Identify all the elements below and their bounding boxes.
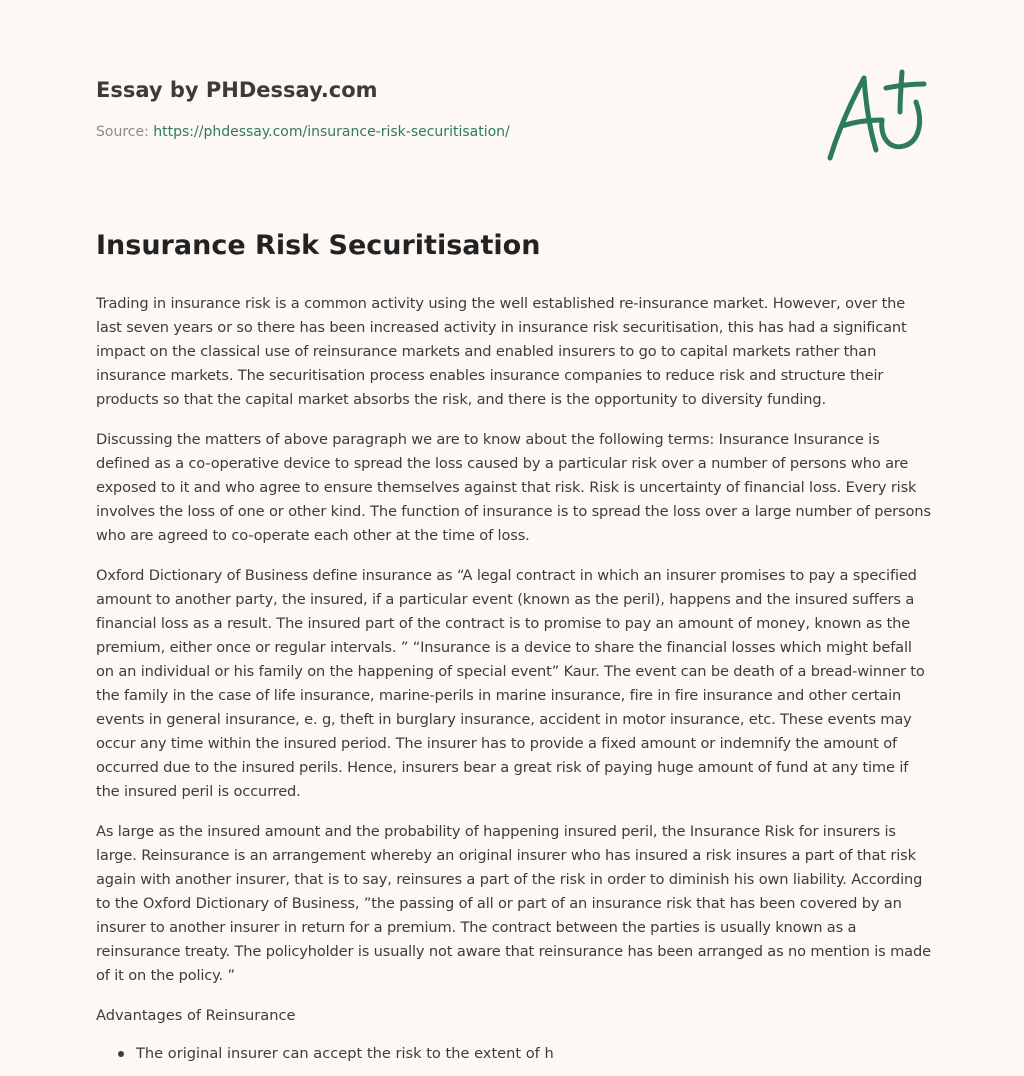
bullet-icon	[118, 1051, 124, 1057]
a-plus-grade-logo	[820, 66, 930, 166]
list-item	[118, 1042, 932, 1066]
essay-paragraph: As large as the insured amount and the probability of happening insured peril, the Insurance Risk for insurers is large. Reinsurance is an arrangement whereby an original insurer who has insured a risk insures a part of that risk again with another insurer, that is to say, reinsures a part of the risk in order to diminish his own liability. According to the Oxford Dictionary of Business, ”the passing of all or part of an insurance risk that has been covered by an insurer to another insurer in return for a premium. The contract between the parties is usually known as a reinsurance treaty. The policyholder is usually not aware that reinsurance has been arranged as no mention is made of it on the policy. ”	[96, 823, 931, 984]
source-link[interactable]: https://phdessay.com/insurance-risk-securitisation/	[153, 124, 510, 140]
essay-title: Insurance Risk Securitisation	[96, 230, 541, 261]
essay-paragraph: Trading in insurance risk is a common activity using the well established re-insurance market. However, over the last seven years or so there has been increased activity in insurance risk securitisation, this has had a significant impact on the classical use of reinsurance markets and enabled insurers to go to capital markets rather than insurance markets. The securitisation process enables insurance companies to reduce risk and structure their products so that the capital market absorbs the risk, and there is the opportunity to diversity funding.	[96, 295, 907, 408]
page-header	[96, 74, 928, 142]
list-item-text: The original insurer can accept the risk to the extent of h	[136, 1045, 554, 1062]
essay-paragraph: Oxford Dictionary of Business define insurance as “A legal contract in which an insurer promises to pay a specified amount to another party, the insured, if a particular event (known as the peril), happens and the insured suffers a financial loss as a result. The insured part of the contract is to promise to pay an amount of money, known as the premium, either once or regular intervals. ” “Insurance is a device to share the financial losses which might befall on an individual or his family on the happening of special event” Kaur. The event can be death of a bread-winner to the family in the case of life insurance, marine-perils in marine insurance, fire in fire insurance and other certain events in general insurance, e. g, theft in burglary insurance, accident in motor insurance, etc. These events may occur any time within the insured period. The insurer has to provide a fixed amount or indemnify the amount of occurred due to the insured perils. Hence, insurers bear a great risk of paying huge amount of fund at any time if the insured peril is occurred.	[96, 567, 925, 800]
essay-content	[96, 224, 932, 1066]
a-plus-icon	[820, 66, 930, 166]
essay-paragraph: Discussing the matters of above paragraph we are to know about the following terms: Insurance Insurance is defined as a co-operative device to spread the loss caused by a particular risk over a number of persons who are exposed to it and who agree to ensure themselves against that risk. Risk is uncertainty of financial loss. Every risk involves the loss of one or other kind. The function of insurance is to spread the loss over a large number of persons who are agreed to co-operate each other at the time of loss.	[96, 431, 931, 544]
source-label: Source:	[96, 124, 154, 140]
site-title: Essay by PHDessay.com	[96, 78, 378, 102]
advantages-list	[96, 1042, 932, 1066]
source-line	[96, 122, 928, 142]
section-subheading: Advantages of Reinsurance	[96, 1007, 296, 1024]
